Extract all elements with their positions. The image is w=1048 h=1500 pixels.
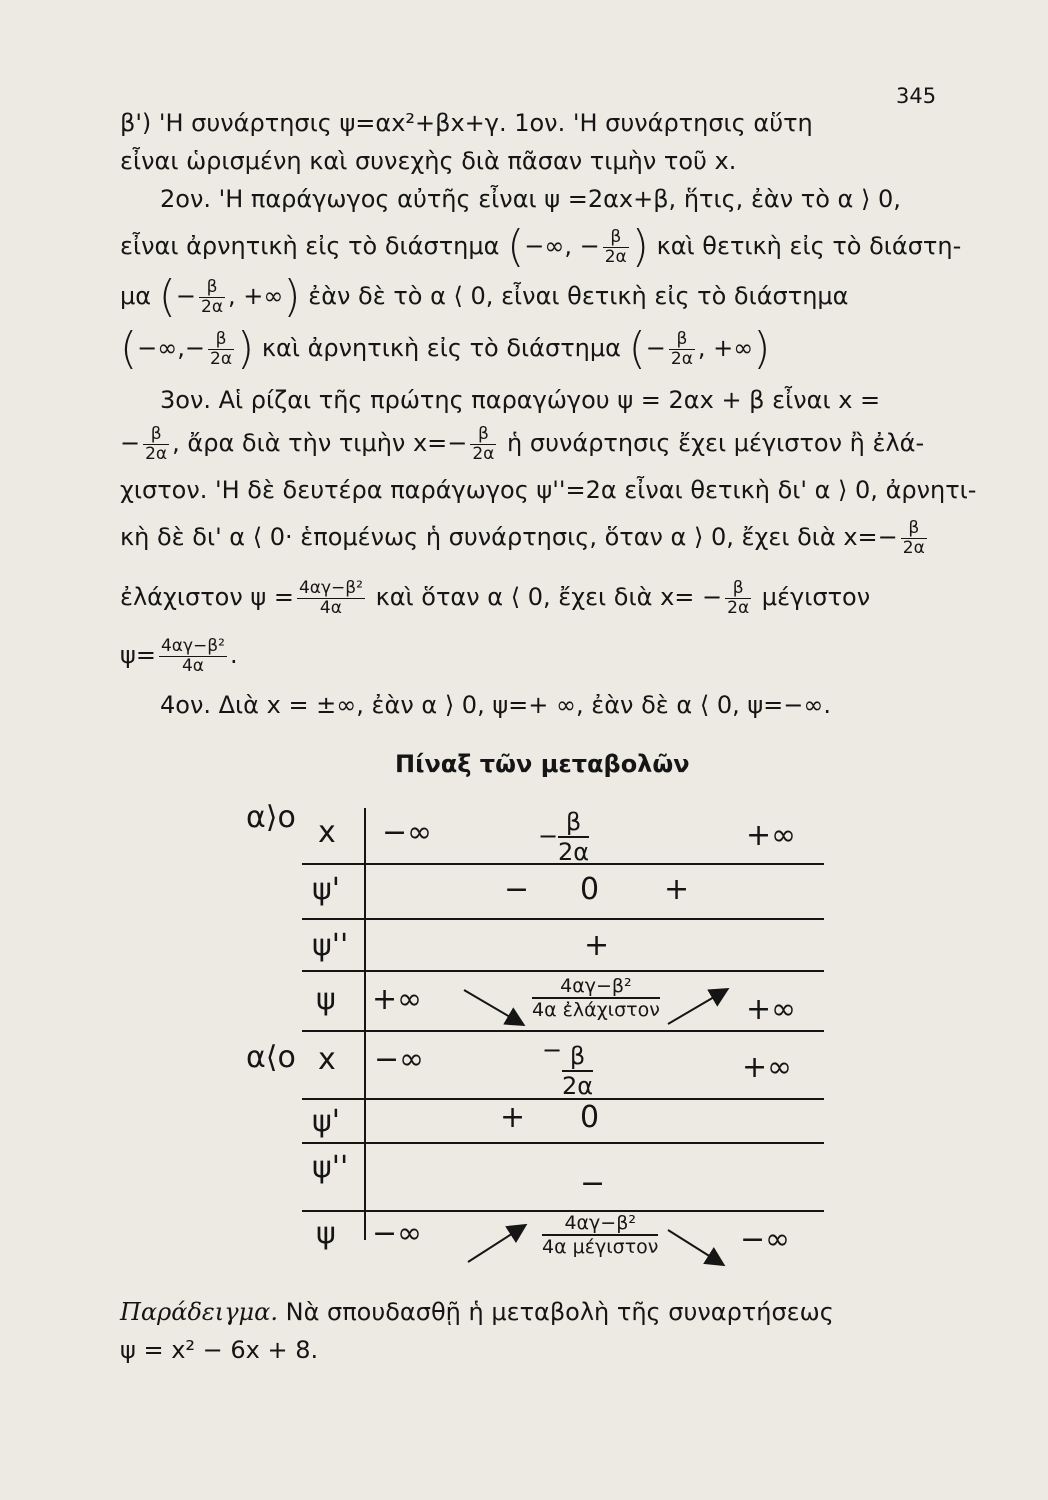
fraction-den: 2α — [902, 537, 925, 558]
text-line-12: ψ= $\frac{\text{4αγ−β²}}{4\alpha}$ . — [120, 635, 238, 676]
fraction-den: 2α — [562, 1072, 594, 1100]
fraction-num: β — [569, 1042, 586, 1070]
fraction-den: 4α — [159, 656, 227, 676]
paren: ( — [628, 323, 646, 374]
page-number: 345 — [896, 84, 937, 108]
text-span: μέγιστον — [761, 583, 871, 611]
text-line-9: χιστον. 'Η δὲ δευτέρα παράγωγος ψ''=2α εἶναι θετικὴ δι' α ⟩ 0, ἀρνητι- — [120, 476, 977, 504]
fraction-prefix: − — [538, 822, 559, 850]
fraction-num: 4αγ−β² — [160, 635, 225, 656]
cell-minus: − — [580, 1166, 606, 1201]
text-span: καὶ ἀρνητικὴ εἰς τὸ διάστημα — [261, 334, 621, 362]
example-label: Παράδειγμα. — [120, 1298, 278, 1326]
fraction-den: 2α — [727, 597, 750, 618]
fraction-num: 4αγ−β² — [298, 577, 363, 598]
fraction-den: 2α — [201, 296, 224, 317]
row-y-label: ψ — [316, 982, 336, 1017]
arrow-decreasing — [668, 1230, 722, 1264]
fraction-num: 4αγ−β² — [560, 975, 632, 997]
row-d2y-label: ψ'' — [312, 1150, 349, 1185]
cell-plus: + — [584, 928, 610, 963]
fraction-den: 2α — [472, 443, 495, 464]
text-span: −∞,− — [137, 334, 206, 362]
text-span: εἶναι ἀρνητικὴ εἰς τὸ διάστημα — [120, 232, 500, 260]
cell-minus: − — [504, 872, 530, 907]
cell-plus-inf: +∞ — [372, 982, 423, 1017]
row-y-label: ψ — [316, 1216, 336, 1251]
paren: ( — [120, 323, 138, 374]
text-span: ἐλάχιστον ψ = — [120, 583, 294, 611]
text-span: ψ= — [120, 641, 156, 669]
paren: ) — [283, 271, 301, 322]
text-span: καὶ θετικὴ εἰς τὸ διάστη- — [656, 232, 962, 260]
text-line-7: 3ον. Αἱ ρίζαι τῆς πρώτης παραγώγου ψ = 2αx + β εἶναι x = — [160, 386, 881, 414]
paren: ( — [158, 271, 176, 322]
cell-plus-inf: +∞ — [742, 1050, 793, 1085]
example-line-1 — [120, 1298, 834, 1326]
text-span: μα — [120, 282, 152, 310]
fraction-num: β — [676, 328, 688, 349]
text-span: − — [175, 282, 197, 310]
arrow-decreasing — [464, 990, 522, 1024]
row-dy-label: ψ' — [312, 872, 341, 907]
fraction-den: 2α — [210, 348, 233, 369]
text-span: κὴ δὲ δι' α ⟨ 0· ἑπομένως ἡ συνάρτησις, ὅταν α ⟩ 0, ἔχει διὰ x=− — [120, 523, 898, 551]
cell-zero: 0 — [580, 1100, 600, 1135]
text-span: καὶ ὅταν α ⟨ 0, ἔχει διὰ x= − — [375, 583, 723, 611]
example-function: ψ = x² − 6x + 8. — [120, 1336, 319, 1364]
fraction-num: 4αγ−β² — [564, 1212, 636, 1234]
cell-plus-inf: +∞ — [746, 818, 797, 853]
row-dy-label: ψ' — [312, 1104, 341, 1139]
cell-minus-inf: −∞ — [740, 1222, 791, 1257]
row-x-label: x — [318, 1042, 336, 1077]
text-span: − — [120, 429, 141, 457]
case-positive-label: α⟩o — [246, 800, 296, 835]
arrow-increasing — [668, 990, 726, 1024]
text-span: , +∞ — [228, 282, 284, 310]
paren: ) — [753, 323, 771, 374]
text-span: , +∞ — [697, 334, 754, 362]
table-title: Πίναξ τῶν μεταβολῶν — [395, 750, 690, 778]
text-span: ἐὰν δὲ τὸ α ⟨ 0, εἶναι θετικὴ εἰς τὸ διάστημα — [308, 282, 849, 310]
text-span: − — [645, 334, 666, 362]
cell-plus-inf: +∞ — [746, 992, 797, 1027]
fraction-den: 4α — [297, 598, 365, 618]
fraction-num: β — [908, 517, 920, 538]
fraction-num: β — [610, 226, 622, 247]
text-line-1: β') 'Η συνάρτησις ψ=αx²+βx+γ. 1ον. 'Η συνάρτησις αὕτη — [120, 109, 813, 137]
fraction-den: 4α μέγιστον — [542, 1236, 659, 1258]
arrow-increasing — [468, 1226, 524, 1262]
fraction-num: β — [150, 423, 162, 444]
paren: ( — [507, 221, 525, 272]
paren: ) — [237, 323, 255, 374]
fraction-num: β — [732, 577, 744, 598]
row-x-label: x — [318, 815, 336, 850]
cell-minus-inf: −∞ — [372, 1216, 423, 1251]
cell-plus: + — [664, 872, 690, 907]
cell-zero: 0 — [580, 872, 600, 907]
row-d2y-label: ψ'' — [312, 928, 349, 963]
fraction-den: 2α — [558, 838, 590, 866]
example-text: Νὰ σπουδασθῇ ἡ μεταβολὴ τῆς συναρτήσεως — [285, 1298, 834, 1326]
fraction-den: 4α ἐλάχιστον — [532, 999, 660, 1021]
fraction-den: 2α — [670, 348, 693, 369]
fraction-prefix: − — [542, 1036, 563, 1064]
case-negative-label: α⟨o — [246, 1040, 296, 1075]
fraction-den: 2α — [145, 443, 168, 464]
fraction-num: β — [565, 808, 582, 836]
cell-minus-inf: −∞ — [374, 1042, 425, 1077]
text-line-3: 2ον. 'Η παράγωγος αὐτῆς εἶναι ψ =2αx+β, ἥτις, ἐὰν τὸ α ⟩ 0, — [160, 185, 901, 213]
text-span: , ἄρα διὰ τὴν τιμὴν x=− — [172, 429, 468, 457]
text-span: −∞, − — [524, 232, 600, 260]
text-line-2: εἶναι ὡρισμένη καὶ συνεχὴς διὰ πᾶσαν τιμὴν τοῦ x. — [120, 147, 737, 175]
text-line-13: 4ον. Διὰ x = ±∞, ἐὰν α ⟩ 0, ψ=+ ∞, ἐὰν δὲ α ⟨ 0, ψ=−∞. — [160, 691, 832, 719]
cell-minus-inf: −∞ — [382, 815, 433, 850]
fraction-num: β — [477, 423, 489, 444]
paren: ) — [631, 221, 649, 272]
fraction-num: β — [215, 328, 227, 349]
cell-plus: + — [500, 1100, 526, 1135]
fraction-num: β — [206, 276, 218, 297]
fraction-den: 2α — [604, 246, 627, 267]
text-span: ἡ συνάρτησις ἔχει μέγιστον ἢ ἐλά- — [507, 429, 925, 457]
